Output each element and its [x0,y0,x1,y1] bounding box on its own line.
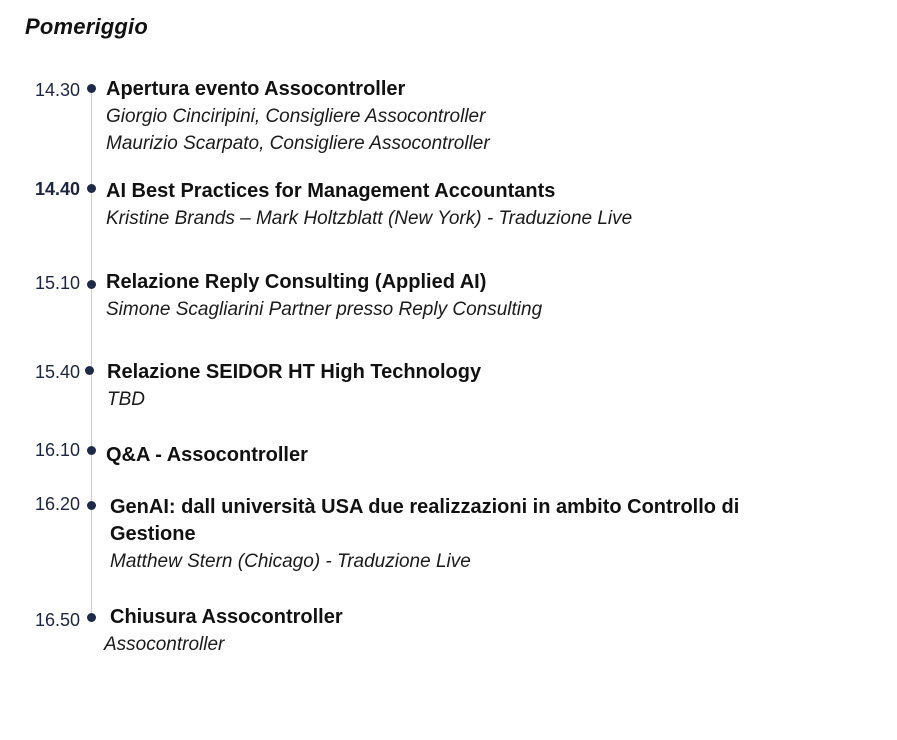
timeline-dot [87,613,96,622]
event-title: Relazione Reply Consulting (Applied AI) [106,271,487,293]
timeline-dot [87,280,96,289]
event-speaker: Maurizio Scarpato, Consigliere Assocontroller [106,133,490,154]
event-speaker: TBD [107,389,145,410]
event-time: 15.40 [34,362,80,382]
event-time: 15.10 [34,273,80,293]
timeline-dot [87,501,96,510]
event-time: 16.20 [34,494,80,514]
event-title: GenAI: dall università USA due realizzazioni in ambito Controllo di Gestione [110,496,740,545]
event-time: 16.50 [34,610,80,630]
timeline-dot [87,84,96,93]
event-title: Relazione SEIDOR HT High Technology [107,361,482,383]
event-speaker: Matthew Stern (Chicago) - Traduzione Live [110,551,471,572]
event-speaker: Kristine Brands – Mark Holtzblatt (New York) - Traduzione Live [106,208,633,229]
timeline-dot [85,366,94,375]
event-title: Apertura evento Assocontroller [106,78,406,100]
event-speaker: Simone Scagliarini Partner presso Reply Consulting [106,299,543,320]
timeline-line [91,88,92,618]
timeline-dot [87,184,96,193]
event-time: 16.10 [34,440,80,460]
event-time: 14.30 [34,80,80,100]
event-time: 14.40 [34,179,80,199]
event-title: AI Best Practices for Management Accountants [106,180,556,202]
event-title: Q&A - Assocontroller [106,444,308,466]
event-speaker: Assocontroller [104,634,225,655]
event-speaker: Giorgio Cinciripini, Consigliere Assocontroller [106,106,486,127]
event-title: Chiusura Assocontroller [110,606,343,628]
timeline-dot [87,446,96,455]
section-title: Pomeriggio [25,14,149,39]
